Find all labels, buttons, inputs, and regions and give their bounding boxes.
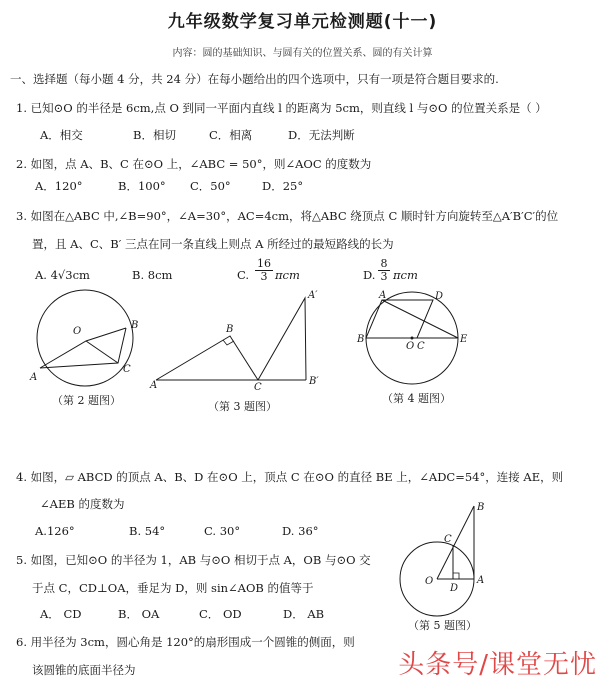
option-b: B．100° <box>118 179 166 193</box>
option-a: A．相交 <box>40 128 83 142</box>
right-angle-mark <box>223 340 234 345</box>
circle-o <box>37 290 133 386</box>
question-4-stem-line1: 4. 如图，▱ ABCD 的顶点 A、B、D 在⊙O 上，顶点 C 在⊙O 的直径 BE 上，∠ADC=54°，连接 AE，则 <box>16 470 564 484</box>
option-c: C．相离 <box>209 128 253 142</box>
figure-4-caption: （第 4 题图） <box>382 392 451 405</box>
label-c: C <box>123 364 131 375</box>
option-c: C． OD <box>199 607 242 621</box>
option-c: C. 30° <box>204 524 241 538</box>
option-b: B． OA <box>118 607 160 621</box>
page-subtitle: 内容：圆的基础知识、与圆有关的位置关系、圆的有关计算 <box>172 48 433 59</box>
numerator: 16 <box>257 257 271 270</box>
question-5-stem-line2: 于点 C，CD⊥OA，垂足为 D，则 sin∠AOB 的值等于 <box>32 581 314 595</box>
label-a: A <box>30 372 38 383</box>
label-c: C <box>417 341 425 352</box>
question-3-stem-line2: 置，且 A、C、B′ 三点在同一条直线上则点 A 所经过的最短路线的长为 <box>32 237 394 251</box>
figure-3-caption: （第 3 题图） <box>208 400 277 413</box>
option-a: A.126° <box>35 524 75 538</box>
label-a: A <box>477 575 485 586</box>
question-3-stem-line1: 3. 如图在△ABC 中,∠B=90°，∠A=30°，AC=4cm，将△ABC 绕顶点 C 顺时针方向旋转至△A′B′C′的位 <box>16 209 559 223</box>
question-4-stem-line2: ∠AEB 的度数为 <box>40 497 125 511</box>
label-o: O <box>406 341 415 352</box>
option-b: B. 8cm <box>132 268 173 282</box>
option-b: B．相切 <box>133 128 176 142</box>
option-d: D． AB <box>283 607 325 621</box>
label-b: B <box>357 334 365 345</box>
label-d: D <box>450 583 459 594</box>
option-d: D. 36° <box>282 524 319 538</box>
option-d-unit: πcm <box>393 268 418 282</box>
denominator: 3 <box>255 270 273 283</box>
label-o: O <box>73 326 82 337</box>
figure-5 <box>395 500 495 620</box>
option-a: A. 4√3cm <box>35 268 90 282</box>
question-6-stem-line1: 6. 用半径为 3cm，圆心角是 120°的扇形围成一个圆锥的侧面，则 <box>16 635 355 649</box>
label-e: E <box>460 334 468 345</box>
option-d: D．无法判断 <box>288 128 355 142</box>
option-c: C．50° <box>190 179 231 193</box>
label-b-prime: B′ <box>309 376 319 387</box>
figure-2-caption: （第 2 题图） <box>52 394 121 407</box>
label-c: C <box>254 382 262 393</box>
option-a: A． CD <box>40 607 82 621</box>
page-title: 九年级数学复习单元检测题(十一) <box>167 12 438 32</box>
right-angle-mark <box>453 573 459 579</box>
figure-5-caption: （第 5 题图） <box>408 619 477 632</box>
section-heading: 一、选择题（每小题 4 分，共 24 分）在每小题给出的四个选项中，只有一项是符合题目要求的. <box>10 72 499 86</box>
question-5-stem-line1: 5. 如图，已知⊙O 的半径为 1，AB 与⊙O 相切于点 A，OB 与⊙O 交 <box>16 553 371 567</box>
label-a: A <box>379 290 387 301</box>
label-b: B <box>477 502 485 513</box>
question-6-stem-line2: 该圆锥的底面半径为 <box>32 663 136 677</box>
label-b: B <box>226 324 234 335</box>
label-b: B <box>131 320 139 331</box>
label-a-prime: A′ <box>308 290 318 301</box>
segments-ao-ob <box>40 328 126 368</box>
parallelogram-abcd <box>366 300 433 338</box>
option-c-fraction <box>255 258 273 283</box>
triangle-a1b1c <box>258 298 306 380</box>
option-b: B. 54° <box>129 524 166 538</box>
triangle-abc <box>156 336 258 380</box>
numerator: 8 <box>380 257 388 270</box>
label-o: O <box>425 576 434 587</box>
label-a: A <box>150 380 158 391</box>
option-c-label: C. <box>237 268 250 282</box>
label-c: C <box>444 534 452 545</box>
question-2-stem: 2. 如图，点 A、B、C 在⊙O 上，∠ABC = 50°，则∠AOC 的度数为 <box>16 157 372 171</box>
watermark: 头条号/课堂无忧 <box>398 650 597 680</box>
option-a: A．120° <box>35 179 83 193</box>
denominator: 3 <box>378 270 390 283</box>
option-d-fraction <box>378 258 390 283</box>
question-1-stem: 1. 已知⊙O 的半径是 6cm,点 O 到同一平面内直线 l 的距离为 5cm，则直线 l 与⊙O 的位置关系是（ ） <box>16 101 547 115</box>
figure-2 <box>28 290 148 390</box>
option-d-label: D. <box>363 268 376 282</box>
label-d: D <box>435 291 444 302</box>
figure-3 <box>148 290 328 393</box>
segments-ac-cb <box>40 328 126 368</box>
option-c-unit: πcm <box>275 268 300 282</box>
center-dot <box>411 337 414 340</box>
segment-oc <box>86 341 118 363</box>
option-d: D．25° <box>262 179 304 193</box>
figure-4 <box>355 288 475 388</box>
segment-ae <box>382 300 458 338</box>
